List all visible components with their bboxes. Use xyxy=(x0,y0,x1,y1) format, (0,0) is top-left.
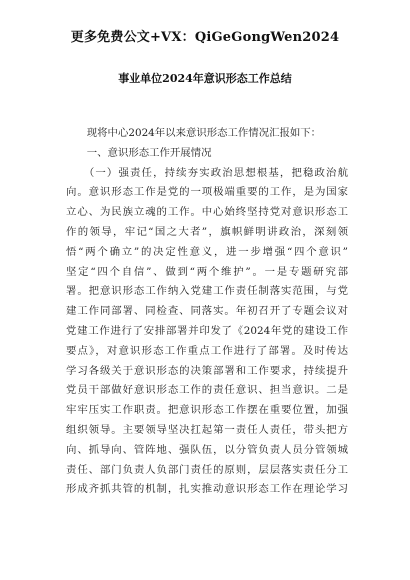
body-line: 向、抓导向、管阵地、强队伍，以分管负责人员分管领城 xyxy=(66,443,348,456)
body-line: 悟“两个确立”的决定性意义，进一步增强“四个意识” xyxy=(66,245,348,258)
body-line: 党建工作进行了安排部署并印发了《2024年党的建设工作 xyxy=(66,324,348,337)
body-line: 学习各级关于意识形态的决策部署和工作要求，持续提升 xyxy=(66,364,348,377)
body-line: 形成齐抓共管的机制，扎实推动意识形态工作在理论学习 xyxy=(66,483,348,496)
document-body xyxy=(66,124,348,500)
body-line: 牢牢压实工作职责。把意识形态工作摆在重要位置，加强 xyxy=(66,404,348,417)
intro-line: 现将中心2024年以来意识形态工作情况汇报如下： xyxy=(66,127,322,139)
watermark-text: 更多免费公文+VX：QiGeGongWen2024 xyxy=(70,30,340,45)
body-line: 向。意识形态工作是党的一项极端重要的工作，是为国家 xyxy=(66,186,348,199)
body-line: 要点》，对意识形态工作重点工作进行了部署。及时传达 xyxy=(66,344,348,357)
body-line: 建工作同部署、同检查、同落实。年初召开了专题会议对 xyxy=(66,305,348,318)
body-line: 署。把意识形态工作纳入党建工作责任制落实范围，与党 xyxy=(66,285,348,298)
document-title: 事业单位2024年意识形态工作总结 xyxy=(118,72,292,85)
body-line: 立心、为民族立魂的工作。中心始终坚持党对意识形态工 xyxy=(66,206,348,219)
section-heading: 一、意识形态工作开展情况 xyxy=(66,146,212,159)
body-line: （一）强责任，持续夯实政治思想根基，把稳政治航 xyxy=(66,166,348,179)
body-line: 责任、部门负责人负部门责任的原则，层层落实责任分工 xyxy=(66,463,348,476)
body-line: 作的领导，牢记“国之大者”，旗帜鲜明讲政治，深刻领 xyxy=(66,225,348,238)
body-line: 组织领导。主要领导坚决扛起第一责任人责任，带头把方 xyxy=(66,423,348,436)
body-line: 坚定“四个自信”、做到“两个维护”。一是专题研究部 xyxy=(66,265,348,278)
body-line: 党员干部做好意识形态工作的责任意识、担当意识。二是 xyxy=(66,384,348,397)
